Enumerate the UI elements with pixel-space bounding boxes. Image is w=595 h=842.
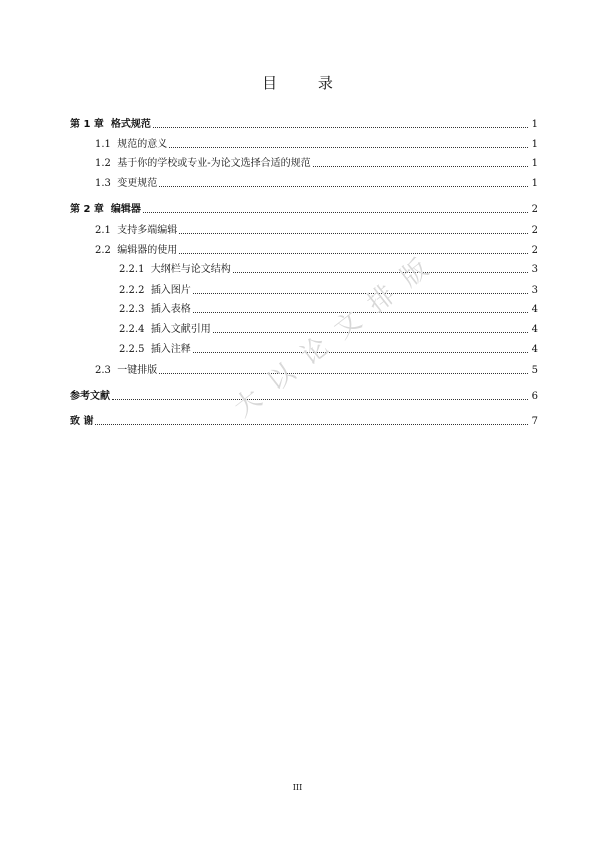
toc-entry-page: 1 <box>531 178 538 189</box>
dot-leader <box>143 212 528 213</box>
page-number: III <box>292 783 303 792</box>
dot-leader <box>313 166 528 167</box>
toc-entry-label: 编辑器的使用 <box>117 245 178 256</box>
toc-entry-page: 3 <box>531 285 538 296</box>
toc-entry-number: 2.2.2 <box>119 285 151 296</box>
toc-entry-page: 5 <box>531 365 538 376</box>
toc-entry[interactable] <box>95 243 538 257</box>
toc-entry-label: 大纲栏与论文结构 <box>150 264 231 275</box>
toc-entry[interactable] <box>70 389 538 403</box>
toc-entry-number: 2.2.5 <box>119 344 151 355</box>
toc-entry-label: 变更规范 <box>117 178 158 189</box>
dot-leader <box>179 233 528 234</box>
toc-entry-page: 1 <box>531 139 538 150</box>
toc-entry[interactable] <box>95 156 538 170</box>
toc-entry[interactable] <box>70 202 538 216</box>
toc-entry-number: 1.1 <box>95 139 118 150</box>
toc-entry-label: 支持多端编辑 <box>117 225 178 236</box>
toc-entry-page: 4 <box>531 344 538 355</box>
toc-entry-number: 2.3 <box>95 365 118 376</box>
toc-entry-page: 2 <box>531 204 538 215</box>
toc-entry-page: 3 <box>531 264 538 275</box>
toc-entry[interactable] <box>119 283 538 297</box>
toc-entry-label: 插入表格 <box>150 304 191 315</box>
dot-leader <box>169 147 528 148</box>
toc-entry-page: 1 <box>531 158 538 169</box>
dot-leader <box>95 424 528 425</box>
toc-entry-label: 致 谢 <box>70 416 94 427</box>
toc-entry-number: 1.2 <box>95 158 118 169</box>
toc-entry-page: 2 <box>531 225 538 236</box>
toc-entry-label: 插入注释 <box>150 344 191 355</box>
toc-entry-number: 第 2 章 <box>70 204 111 215</box>
dot-leader <box>159 373 528 374</box>
toc-entry-label: 插入图片 <box>150 285 191 296</box>
toc-entry-label: 编辑器 <box>110 204 141 215</box>
toc-entry-page: 2 <box>531 245 538 256</box>
toc-entry-page: 4 <box>531 304 538 315</box>
dot-leader <box>153 127 528 128</box>
toc-entry-number: 2.1 <box>95 225 118 236</box>
toc-entry-page: 1 <box>531 119 538 130</box>
toc-entry-label: 一键排版 <box>117 365 158 376</box>
toc-entry-number: 第 1 章 <box>70 119 111 130</box>
dot-leader <box>213 332 528 333</box>
dot-leader <box>159 186 528 187</box>
toc-title: 目 录 <box>262 74 351 92</box>
toc-entry[interactable] <box>70 117 538 131</box>
toc-entry[interactable] <box>95 223 538 237</box>
toc-entry[interactable] <box>95 137 538 151</box>
toc-entry[interactable] <box>95 176 538 190</box>
toc-entry[interactable] <box>70 414 538 428</box>
toc-entry-number: 2.2.4 <box>119 324 151 335</box>
toc-entry-label: 插入文献引用 <box>150 324 211 335</box>
toc-entry-label: 基于你的学校或专业-为论文选择合适的规范 <box>117 158 311 169</box>
watermark: 大 以 论 文 排 版 <box>228 251 438 424</box>
toc-entry-page: 7 <box>531 416 538 427</box>
toc-entry-page: 6 <box>531 391 538 402</box>
dot-leader <box>112 399 528 400</box>
toc-entry-number: 2.2.1 <box>119 264 151 275</box>
toc-entry-label: 格式规范 <box>110 119 151 130</box>
dot-leader <box>179 253 528 254</box>
toc-entry[interactable] <box>119 262 538 276</box>
toc-entry-page: 4 <box>531 324 538 335</box>
toc-entry-label: 参考文献 <box>70 391 110 402</box>
dot-leader <box>193 352 528 353</box>
toc-entry-number: 2.2.3 <box>119 304 151 315</box>
toc-entry-label: 规范的意义 <box>117 139 168 150</box>
toc-entry-number: 2.2 <box>95 245 118 256</box>
toc-entry-number: 1.3 <box>95 178 118 189</box>
